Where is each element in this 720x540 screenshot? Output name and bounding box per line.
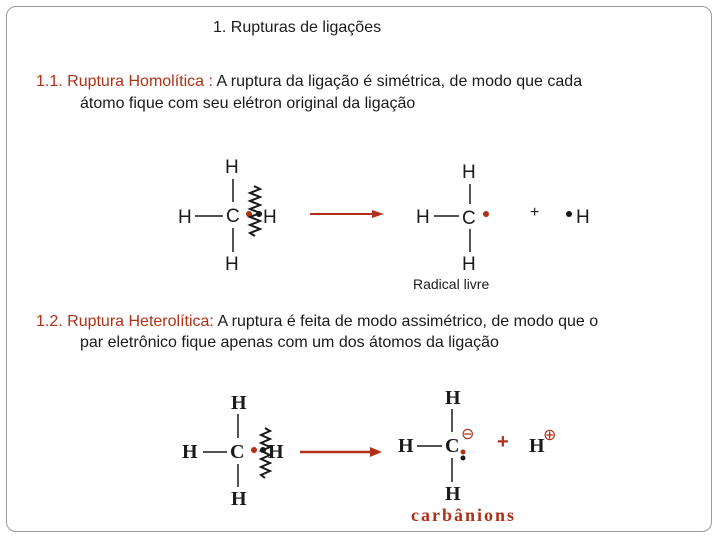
hetero-caption: carbânions <box>411 505 517 525</box>
hetero-ion-h: H <box>529 435 545 457</box>
homolytic-text-2: átomo fique com seu elétron original da ligação <box>80 95 416 112</box>
homo-reactant-h-right: H <box>263 207 277 228</box>
homo-arrow-head <box>372 210 384 218</box>
hetero-arrow-head <box>370 447 382 457</box>
homo-reactant-h-left: H <box>178 207 192 228</box>
hetero-product-h-top: H <box>445 387 461 409</box>
hetero-product-h-left: H <box>398 435 414 457</box>
slide-title: 1. Rupturas de ligações <box>213 19 382 36</box>
homo-radical-electron-h <box>566 211 572 217</box>
hetero-product-c: C <box>445 435 460 457</box>
homo-reactant-h-bottom: H <box>225 254 239 275</box>
hetero-reactant-h-left: H <box>182 441 198 463</box>
homo-radical-electron-c <box>483 211 489 217</box>
homo-product-h-bottom: H <box>462 254 476 275</box>
hetero-electron-dot-1 <box>251 447 257 453</box>
hetero-plus-sign: + <box>497 431 509 453</box>
homo-cleavage-mark <box>250 186 260 236</box>
hetero-lone-pair-dot-1 <box>461 450 466 455</box>
hetero-lone-pair-dot-2 <box>461 456 466 461</box>
hetero-reactant-c: C <box>230 441 245 463</box>
heterolytic-text-2: par eletrônico fique apenas com um dos átomos da ligação <box>80 334 499 351</box>
hetero-cleavage-mark <box>261 428 270 478</box>
homo-plus-sign: + <box>530 204 540 221</box>
hetero-product-h-bottom: H <box>445 483 461 505</box>
homo-reactant-c: C <box>226 206 240 227</box>
hetero-reactant-h-top: H <box>231 392 247 414</box>
homo-product-h-top: H <box>462 162 476 183</box>
homo-reactant-h-top: H <box>225 157 239 178</box>
homo-product-c: C <box>462 208 476 229</box>
homo-radical-h: H <box>576 207 590 228</box>
hetero-reactant-h-right: H <box>268 441 284 463</box>
heterolytic-label: 1.2. Ruptura Heterolítica: <box>36 313 214 330</box>
hetero-negative-charge: ⊖ <box>461 426 475 443</box>
homo-caption: Radical livre <box>413 276 490 292</box>
heterolytic-text-1: A ruptura é feita de modo assimétrico, de modo que o <box>213 313 599 330</box>
homo-product-h-left: H <box>416 207 430 228</box>
homolytic-label: 1.1. Ruptura Homolítica : <box>36 73 213 90</box>
hetero-positive-charge: ⊕ <box>543 427 557 444</box>
homolytic-text-1: A ruptura da ligação é simétrica, de modo que cada <box>212 73 583 90</box>
hetero-reactant-h-bottom: H <box>231 488 247 510</box>
